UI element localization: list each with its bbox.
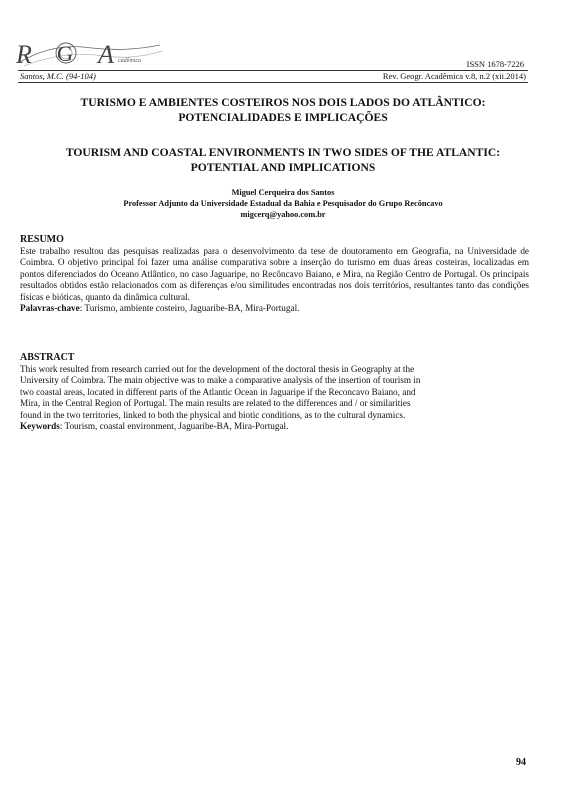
abstract-line: University of Coimbra. The main objective was to make a comparative analysis of the insertion of tourism in — [20, 375, 421, 386]
keywords-label-pt: Palavras-chave — [20, 303, 80, 314]
resumo-section — [20, 234, 529, 314]
author-affiliation: Professor Adjunto da Universidade Estadual da Bahia e Pesquisador do Grupo Recôncavo — [123, 199, 443, 208]
svg-text:R: R — [16, 40, 32, 69]
abstract-heading: ABSTRACT — [20, 352, 75, 363]
title-portuguese — [30, 95, 536, 125]
resumo-body: Este trabalho resultou das pesquisas realizadas para o desenvolvimento da tese de doutoramento em Geografia, na Universidade de Coimbra. O objetivo principal foi fazer uma análise comparativa sobre a inserção do turismo em duas áreas costeiras, localizadas em pontos diferenciados do Oceano Atlântico, no caso Jaguaripe, no Recôncavo Baiano, e Mira, na Região Centro de Portugal. Os principais resultados obtidos estão relacionados com as diferenças e/ou similitudes encontradas nos dois territórios, resultantes tanto das condições físicas e bióticas, quanto da dinâmica cultural. — [20, 246, 529, 302]
svg-text:A: A — [98, 40, 114, 69]
abstract-keywords — [20, 421, 529, 432]
abstract-line: Mira, in the Central Region of Portugal. The main results are related to the differences and / or similarities — [20, 398, 411, 409]
svg-text:cadêmica: cadêmica — [118, 58, 141, 64]
running-citation-author: Santos, M.C. (94-104) — [20, 71, 96, 81]
resumo-heading: RESUMO — [20, 234, 64, 245]
abstract-line: This work resulted from research carried out for the development of the doctoral thesis in Geography at the — [20, 364, 415, 374]
page-number: 94 — [516, 757, 526, 768]
abstract-line: two coastal areas, located in different parts of the Atlantic Ocean in Jaguaripe if the Reconcavo Baiano, and — [20, 386, 416, 397]
issn-label: ISSN 1678-7226 — [466, 59, 524, 69]
title-english — [30, 145, 536, 175]
journal-logo — [14, 36, 164, 70]
title-pt-line: POTENCIALIDADES E IMPLICAÇÕES — [178, 111, 388, 124]
keywords-pt: : Turismo, ambiente costeiro, Jaguaribe-BA, Mira-Portugal. — [79, 303, 300, 314]
svg-text:G: G — [57, 41, 73, 66]
running-citation-journal: Rev. Geogr. Acadêmica v.8, n.2 (xii.2014) — [382, 71, 526, 81]
title-en-line: POTENTIAL AND IMPLICATIONS — [190, 161, 376, 174]
title-en-line: TOURISM AND COASTAL ENVIRONMENTS IN TWO SIDES OF THE ATLANTIC: — [65, 146, 501, 159]
keywords-en: : Tourism, coastal environment, Jaguaribe-BA, Mira-Portugal. — [59, 421, 289, 432]
keywords-label-en: Keywords — [20, 421, 60, 432]
author-block — [30, 187, 536, 220]
title-pt-line: TURISMO E AMBIENTES COSTEIROS NOS DOIS LADOS DO ATLÂNTICO: — [80, 96, 486, 109]
abstract-line: found in the two territories, linked to both the physical and biotic conditions, as to the cultural dynamics. — [20, 409, 406, 420]
author-name: Miguel Cerqueira dos Santos — [231, 188, 335, 197]
resumo-keywords — [20, 303, 529, 314]
author-email[interactable]: migcerq@yahoo.com.br — [240, 210, 326, 219]
header-rule-bottom — [18, 82, 528, 83]
abstract-section — [20, 352, 529, 432]
